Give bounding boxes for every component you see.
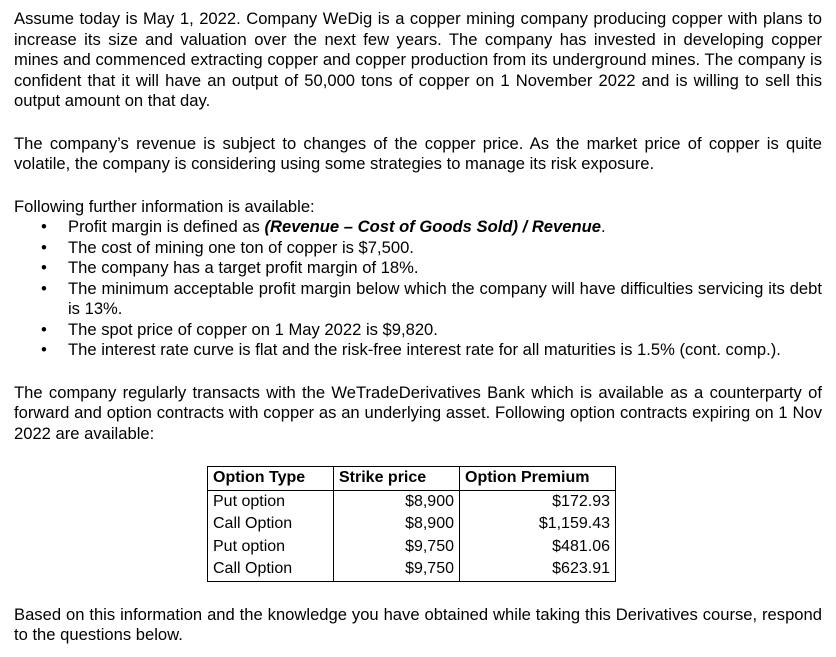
bullet-icon: • [41, 237, 47, 257]
table-row [208, 490, 616, 513]
intro-paragraph-1: Assume today is May 1, 2022. Company WeDig is a copper mining company producing copper with plans to increase its size and valuation over the next few years. The company has invested in developing copper mines and commenced extracting copper and copper production from its underground mines. The company is confident that it will have an output of 50,000 tons of copper on 1 November 2022 and is willing to sell this output amount on that day. [14, 9, 822, 110]
bullet-icon: • [41, 278, 47, 298]
table-row [208, 536, 616, 559]
bullet-icon: • [41, 217, 47, 236]
list-item [14, 258, 822, 279]
option-table-wrapper [207, 466, 822, 582]
cell-option-type: Call Option [208, 558, 334, 581]
bullet-text: The cost of mining one ton of copper is $7,500. [68, 237, 414, 257]
cell-option-premium: $623.91 [460, 558, 616, 581]
bullet-icon: • [41, 258, 47, 277]
profit-margin-formula: (Revenue – Cost of Goods Sold) / Revenue [264, 217, 601, 236]
header-strike-price: Strike price [334, 467, 460, 491]
bullet-icon: • [41, 319, 47, 339]
intro-paragraph-2: The company’s revenue is subject to changes of the copper price. As the market price of copper is quite volatile, the company is considering using some strategies to manage its risk exposure. [14, 133, 822, 173]
cell-option-type: Put option [208, 536, 334, 559]
cell-strike-price: $9,750 [334, 536, 460, 559]
cell-option-premium: $172.93 [460, 490, 616, 513]
cell-strike-price: $8,900 [334, 513, 460, 536]
cell-option-type: Put option [208, 490, 334, 513]
list-item [14, 320, 822, 341]
header-option-premium: Option Premium [460, 467, 616, 491]
cell-strike-price: $8,900 [334, 490, 460, 513]
bullet-icon: • [41, 340, 47, 359]
bullet-text-suffix: . [601, 217, 606, 236]
info-heading: Following further information is available: [14, 196, 315, 216]
bullet-text: The spot price of copper on 1 May 2022 is $9,820. [68, 319, 438, 339]
cell-option-type: Call Option [208, 513, 334, 536]
bullet-text-prefix: Profit margin is defined as [68, 217, 265, 236]
cell-strike-price: $9,750 [334, 558, 460, 581]
list-item [14, 217, 822, 238]
cell-option-premium: $1,159.43 [460, 513, 616, 536]
header-option-type: Option Type [208, 467, 334, 491]
table-row [208, 558, 616, 581]
list-item [14, 279, 822, 320]
list-item [14, 238, 822, 259]
bullet-text: The interest rate curve is flat and the risk-free interest rate for all maturities is 1.5% (cont. comp.). [68, 340, 781, 359]
bullet-text: The company has a target profit margin of 18%. [68, 258, 419, 277]
closing-paragraph: Based on this information and the knowledge you have obtained while taking this Derivatives course, respond to the questions below. [14, 604, 822, 644]
option-contracts-table [207, 466, 616, 582]
list-item [14, 340, 822, 361]
bullet-text: The minimum acceptable profit margin below which the company will have difficulties servicing its debt is 13%. [68, 278, 822, 318]
cell-option-premium: $481.06 [460, 536, 616, 559]
table-header-row [208, 467, 616, 491]
info-list [14, 217, 822, 361]
bank-paragraph: The company regularly transacts with the WeTradeDerivatives Bank which is available as a counterparty of forward and option contracts with copper as an underlying asset. Following option contracts expiring on 1 Nov 2022 are available: [14, 382, 822, 443]
table-row [208, 513, 616, 536]
